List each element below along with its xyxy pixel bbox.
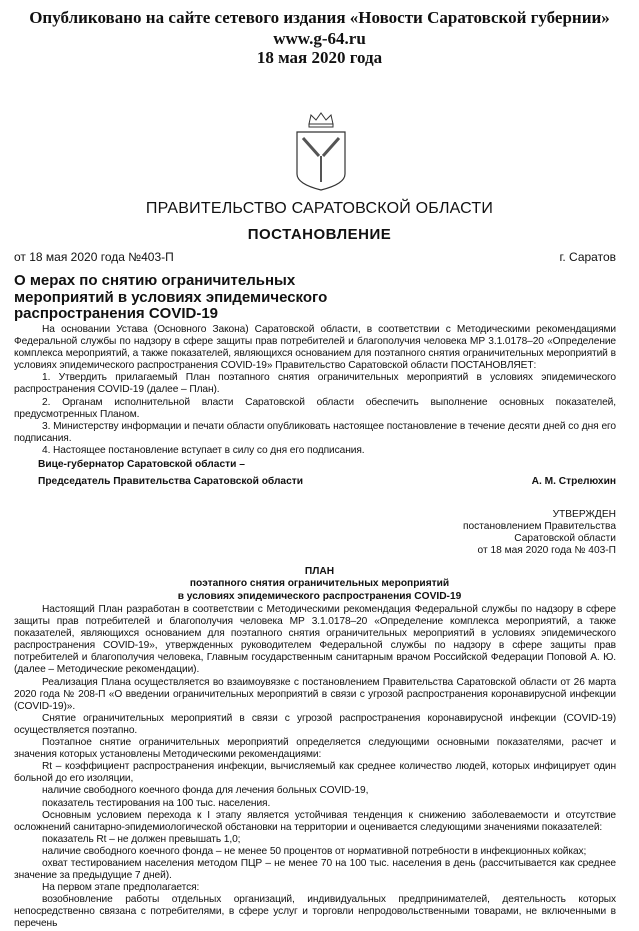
resolution-body bbox=[14, 324, 616, 457]
paragraph: На первом этапе предполагается: bbox=[42, 882, 200, 894]
publication-date: 18 мая 2020 года bbox=[256, 48, 383, 67]
saratov-coat-of-arms-icon bbox=[293, 112, 349, 192]
plan-subtitle: поэтапного снятия ограничительных мероприятий bbox=[189, 578, 450, 590]
approval-block bbox=[463, 509, 616, 557]
approval-line: от 18 мая 2020 года № 403-П bbox=[477, 545, 616, 557]
paragraph: охват тестированием населения методом ПЦР – не менее 70 на 100 тыс. населения в день (рассчитывается как среднее значение за предыдущие 7 дней). bbox=[14, 857, 616, 882]
government-name: ПРАВИТЕЛЬСТВО САРАТОВСКОЙ ОБЛАСТИ bbox=[145, 200, 494, 217]
paragraph: показатель Rt – не должен превышать 1,0; bbox=[42, 833, 241, 845]
paragraph: 3. Министерству информации и печати области опубликовать настоящее постановление в течение десяти дней со дня его подписания. bbox=[14, 420, 616, 444]
signature-block bbox=[38, 456, 616, 490]
plan-heading bbox=[0, 566, 639, 603]
paragraph: показатель тестирования на 100 тыс. населения. bbox=[42, 797, 271, 809]
paragraph: Реализация Плана осуществляется во взаимоувязке с постановлением Правительства Саратовской области от 26 марта 2020 года № 208-П «О введении ограничительных мероприятий в связи с угрозой распространения коронавирусной инфекции (COVID-19)». bbox=[14, 676, 616, 712]
paragraph: 1. Утвердить прилагаемый План поэтапного снятия ограничительных мероприятий в условиях эпидемического распространения COVID-19 (далее – План). bbox=[14, 372, 616, 396]
paragraph: Снятие ограничительных мероприятий в связи с угрозой распространения коронавирусной инфекции (COVID-19) осуществляется поэтапно. bbox=[14, 712, 616, 736]
city: г. Саратов bbox=[559, 250, 616, 264]
paragraph: 4. Настоящее постановление вступает в силу со дня его подписания. bbox=[42, 444, 365, 456]
paragraph: Rt – коэффициент распространения инфекции, вычисляемый как среднее количество людей, которых инфицирует один больной до его изоляции, bbox=[14, 761, 616, 785]
paragraph: 2. Органам исполнительной власти Саратовской области обеспечить выполнение основных показателей, предусмотренных Планом. bbox=[14, 396, 616, 420]
approval-line: УТВЕРЖДЕН bbox=[552, 509, 616, 520]
paragraph: возобновление работы отдельных организаций, индивидуальных предпринимателей, деятельность которых непосредственно связана с потребителями, в сфере услуг и торговли непродовольственными товарами, не включенными в перечень bbox=[14, 894, 616, 930]
paragraph: Основным условием перехода к I этапу является устойчивая тенденция к снижению заболеваемости и отсутствие осложнений санитарно-эпидемиологической обстановки на территории и оценивается следующими значениями показателей: bbox=[14, 809, 616, 833]
signer-position-1: Вице-губернатор Саратовской области – bbox=[38, 459, 245, 470]
approval-line: постановлением Правительства bbox=[462, 521, 616, 533]
plan-body bbox=[14, 604, 616, 931]
paragraph: Настоящий План разработан в соответствии с Методическими рекомендация Федеральной службы по надзору в сфере защиты прав потребителей и благополучия человека МР 3.1.0178–20 «Определение комплекса мероприятий, а также показателей, являющихся основанием для поэтапного снятия ограничительных мероприятий в условиях эпидемического распространения COVID-19», утвержденных руководителем Федеральной службы по надзору в сфере защиты прав потребителей и благополучия человека, Главным государственным санитарным врачом Российской Федерации Поповой А. Ю. (далее – Методические рекомендации). bbox=[14, 604, 616, 676]
document-type: ПОСТАНОВЛЕНИЕ bbox=[247, 226, 392, 243]
paragraph: Поэтапное снятие ограничительных мероприятий определяется следующими основными показателями, расчет и значения которых установлены Методическими рекомендациями: bbox=[14, 737, 616, 761]
plan-title: ПЛАН bbox=[304, 566, 335, 577]
signer-position-2: Председатель Правительства Саратовской области bbox=[38, 476, 304, 487]
publication-note: Опубликовано на сайте сетевого издания «Новости Саратовской губернии» bbox=[29, 8, 610, 27]
plan-subtitle: в условиях эпидемического распространения COVID-19 bbox=[177, 590, 462, 602]
paragraph: наличие свободного коечного фонда для лечения больных COVID-19, bbox=[42, 785, 369, 797]
publication-site: www.g-64.ru bbox=[273, 29, 366, 48]
signer-name: А. М. Стрелюхин bbox=[531, 476, 616, 487]
paragraph: наличие свободного коечного фонда – не менее 50 процентов от нормативной потребности в инфекционных койках; bbox=[42, 845, 587, 857]
date-line bbox=[14, 250, 616, 264]
document-title: О мерах по снятию ограничительных мероприятий в условиях эпидемического распространения COVID-19 bbox=[14, 272, 328, 322]
approval-line: Саратовской области bbox=[514, 533, 616, 545]
date-number: от 18 мая 2020 года №403-П bbox=[14, 250, 174, 264]
paragraph: На основании Устава (Основного Закона) Саратовской области, в соответствии с Методическими рекомендациями Федеральной службы по надзору в сфере защиты прав потребителей и благополучия человека МР 3.1.0178–20 «Определение комплекса мероприятий, а также показателей, являющихся основанием для поэтапного снятия ограничительных мероприятий в условиях эпидемического распространения COVID-19» Правительство Саратовской области ПОСТАНОВЛЯЕТ: bbox=[14, 324, 616, 372]
